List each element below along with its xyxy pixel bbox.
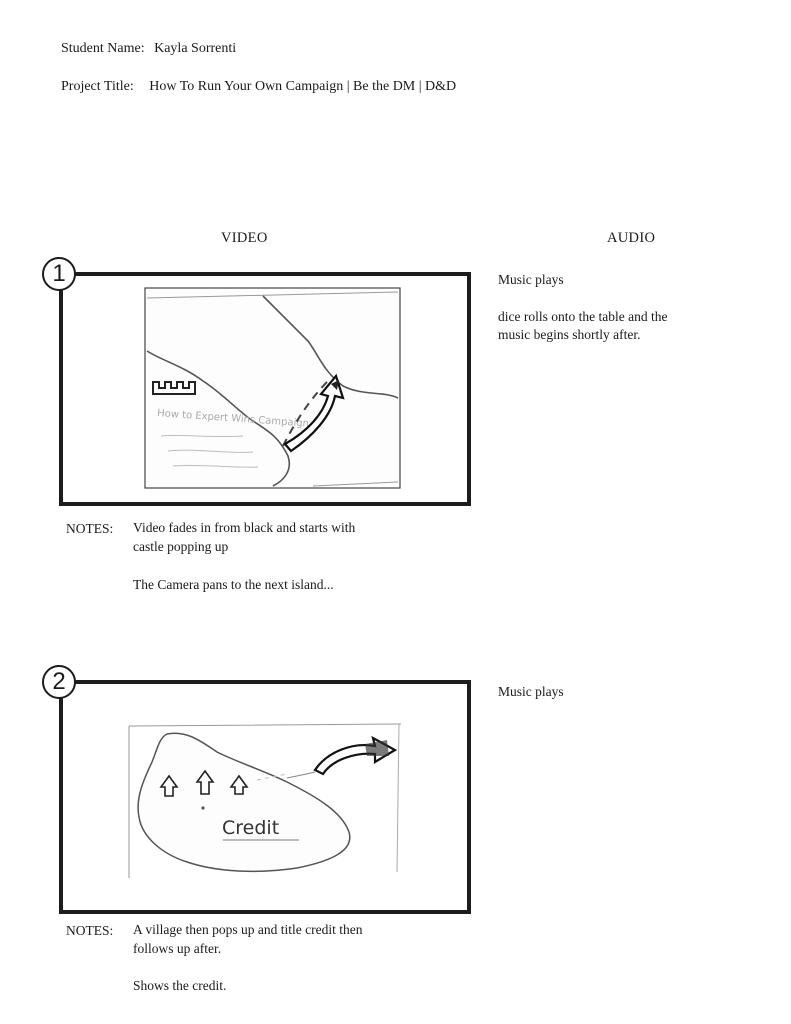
panel-1-notes-line-3: The Camera pans to the next island... [133, 577, 334, 592]
panel-2-sketch [127, 722, 403, 882]
panel-1-frame [59, 272, 471, 506]
panel-2-number: 2 [42, 665, 76, 699]
project-title-label: Project Title: [61, 79, 134, 94]
panel-2-notes-line-3: Shows the credit. [133, 978, 227, 993]
panel-1-notes-line-1: Video fades in from black and starts with [133, 520, 356, 535]
panel-2-notes-line-1: A village then pops up and title credit then [133, 922, 363, 937]
panel-1-sketch [143, 286, 403, 491]
panel-2-notes-label: NOTES: [66, 923, 114, 938]
panel-1-notes-line-2: castle popping up [133, 539, 229, 554]
panel-1-sketch-text: How to Expert Wins Campaign [156, 408, 310, 430]
panel-1-audio-line-1: Music plays [498, 272, 564, 287]
student-name: Kayla Sorrenti [154, 41, 237, 56]
student-name-label: Student Name: [61, 41, 145, 56]
panel-2-frame [59, 680, 471, 914]
panel-1-audio-line-2: dice rolls onto the table and the [498, 309, 668, 324]
panel-2-notes-line-2: follows up after. [133, 941, 222, 956]
student-name-row [61, 40, 236, 58]
project-title-row [61, 78, 456, 96]
video-column-heading: VIDEO [221, 230, 268, 246]
panel-1-number: 1 [42, 257, 76, 291]
panel-2-audio-line-1: Music plays [498, 684, 564, 699]
audio-column-heading: AUDIO [607, 230, 656, 246]
project-title: How To Run Your Own Campaign | Be the DM | D&D [149, 79, 457, 94]
panel-2-sketch-text: Credit [222, 817, 280, 839]
pan-arrow-icon [315, 738, 395, 774]
panel-1-audio-line-3: music begins shortly after. [498, 327, 641, 342]
panel-1-notes-label: NOTES: [66, 521, 114, 536]
